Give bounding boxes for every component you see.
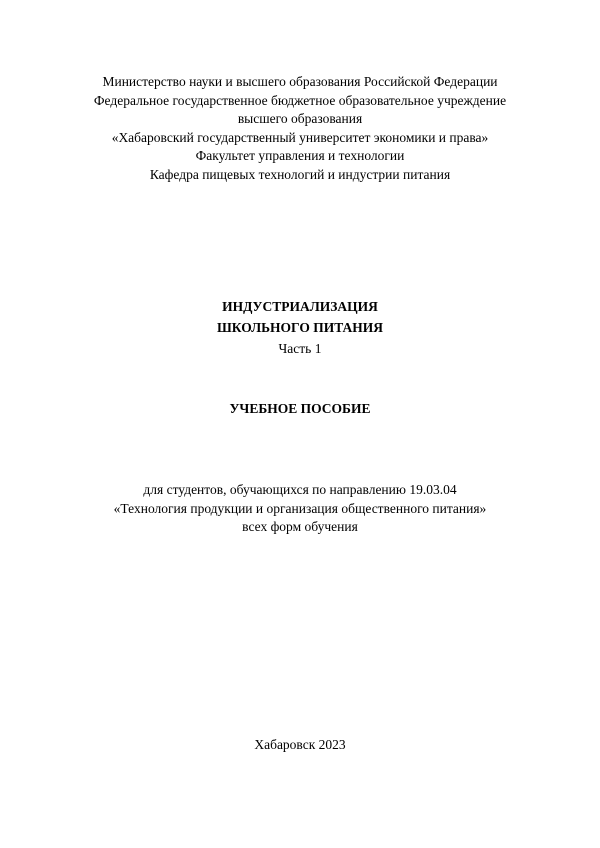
title-line-2: ШКОЛЬНОГО ПИТАНИЯ xyxy=(216,320,384,335)
institution-header xyxy=(0,73,600,184)
title-line-1: ИНДУСТРИАЛИЗАЦИЯ xyxy=(222,299,378,314)
document-type-label: УЧЕБНОЕ ПОСОБИЕ xyxy=(229,401,371,416)
publication-place-year xyxy=(0,736,600,755)
document-title xyxy=(0,296,600,359)
institution-type-line: Федеральное государственное бюджетное образовательное учреждение xyxy=(93,92,507,108)
city-year: Хабаровск 2023 xyxy=(254,737,346,752)
part-number: Часть 1 xyxy=(278,341,322,356)
ministry-line: Министерство науки и высшего образования Российской Федерации xyxy=(102,74,498,89)
audience-line-1: для студентов, обучающихся по направлению 19.03.04 xyxy=(143,482,457,497)
audience-line-3: всех форм обучения xyxy=(242,519,358,534)
department-line: Кафедра пищевых технологий и индустрии питания xyxy=(149,166,451,182)
target-audience xyxy=(0,481,600,537)
university-name-line: «Хабаровский государственный университет экономики и права» xyxy=(111,129,489,145)
faculty-line: Факультет управления и технологии xyxy=(195,148,405,163)
document-type xyxy=(0,400,600,419)
education-level-line: высшего образования xyxy=(237,111,363,126)
audience-line-2: «Технология продукции и организация общественного питания» xyxy=(113,500,487,516)
